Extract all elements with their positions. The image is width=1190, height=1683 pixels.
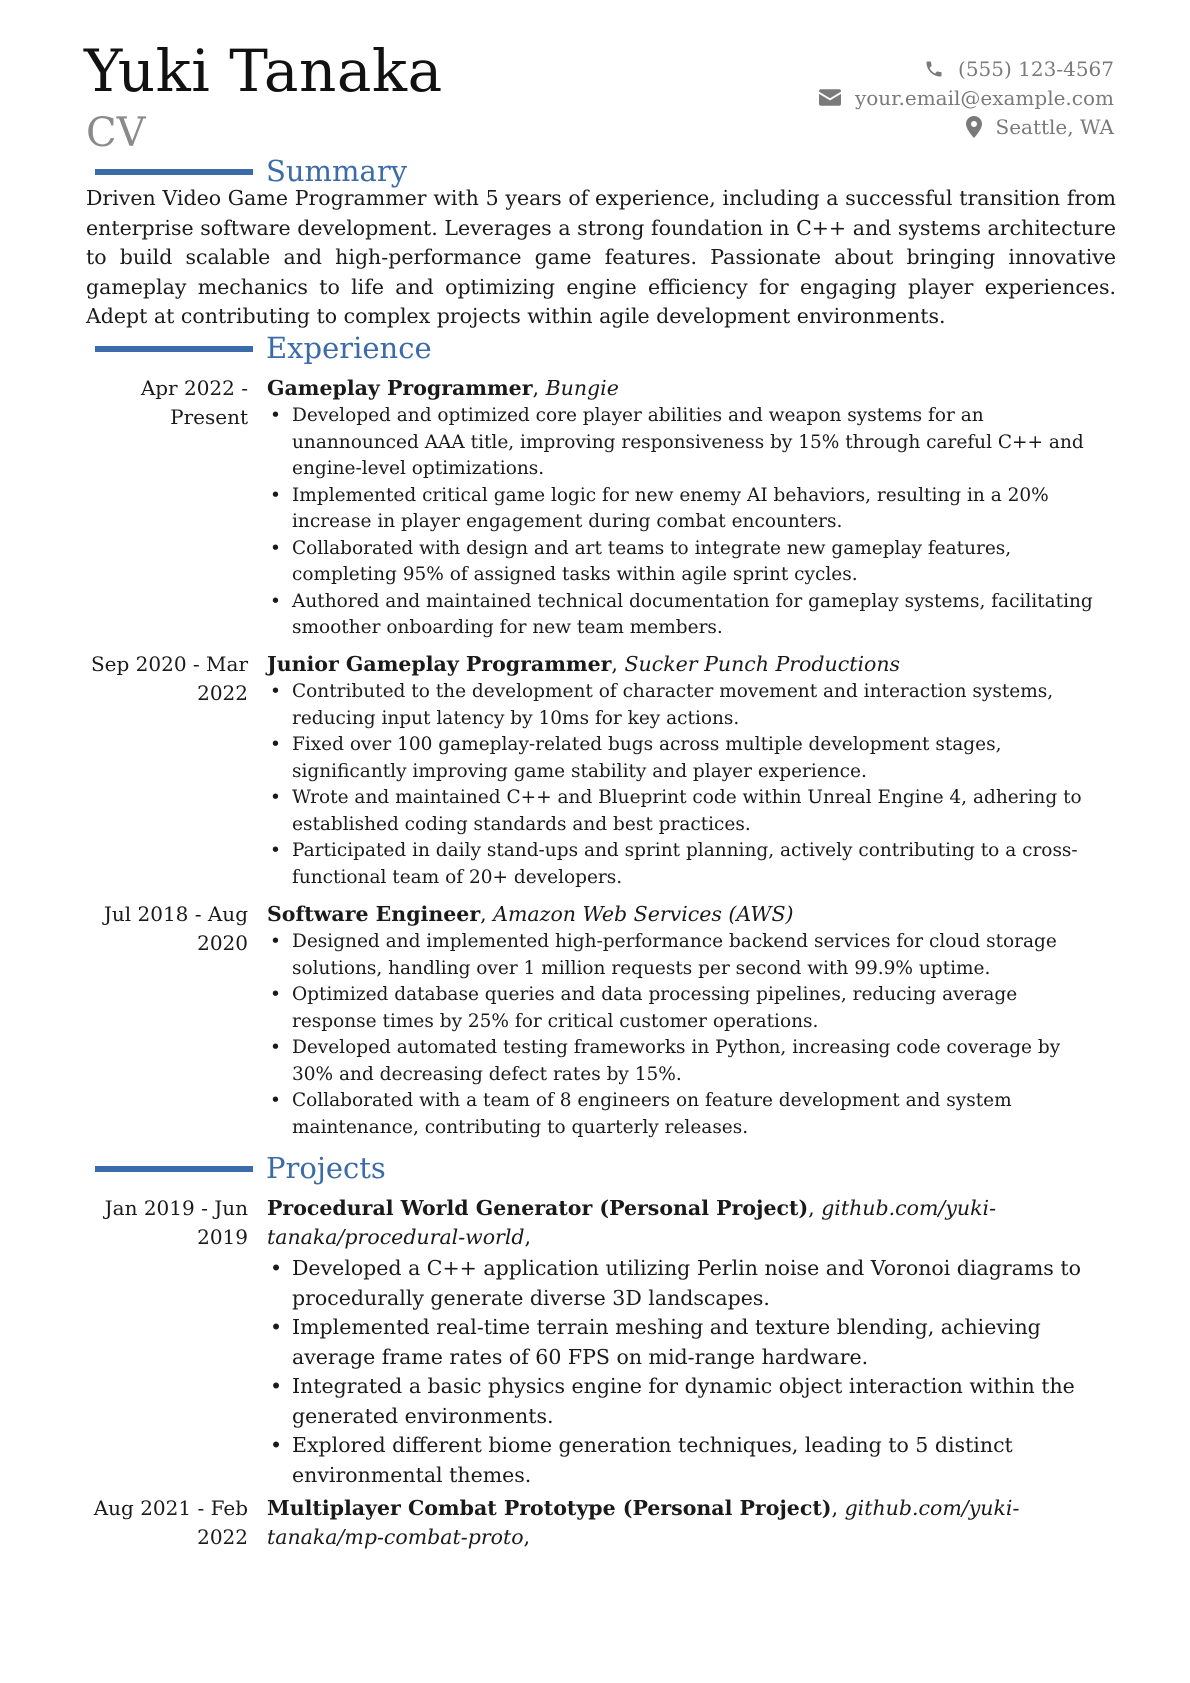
bullet-list [267, 1254, 1097, 1490]
section-title-projects: Projects [266, 1151, 386, 1185]
entry-date [80, 374, 248, 432]
bullet-item: • Developed a C++ application utilizing Perlin noise and Voronoi diagrams to procedurally generate diverse 3D landscapes. [292, 1254, 1097, 1313]
date-start: Apr 2022 - [140, 376, 248, 400]
section-rule [95, 1166, 253, 1172]
bullet-item: • Developed automated testing frameworks in Python, increasing code coverage by 30% and decreasing defect rates by 15%. [292, 1035, 1097, 1088]
entry-body [267, 1194, 1097, 1490]
entry-date [80, 650, 248, 708]
job-title: Software Engineer [267, 902, 481, 926]
date-end: 2022 [197, 1525, 248, 1549]
bullet-item: • Authored and maintained technical documentation for gameplay systems, facilitating smoother onboarding for new team members. [292, 589, 1097, 642]
project-title: Multiplayer Combat Prototype (Personal Project) [267, 1496, 832, 1520]
job-title: Gameplay Programmer [267, 376, 533, 400]
job-title: Junior Gameplay Programmer [267, 652, 612, 676]
bullet-item: • Implemented real-time terrain meshing and texture blending, achieving average frame rates of 60 FPS on mid-range hardware. [292, 1313, 1097, 1372]
date-start: Aug 2021 - Feb [93, 1496, 248, 1520]
date-start: Sep 2020 - Mar [90, 652, 248, 676]
bullet-item: • Collaborated with a team of 8 engineers on feature development and system maintenance, contributing to quarterly releases. [292, 1088, 1097, 1141]
bullet-item: • Implemented critical game logic for new enemy AI behaviors, resulting in a 20% increase in player engagement during combat encounters. [292, 483, 1097, 536]
employer: Bungie [545, 376, 619, 400]
map-marker-icon [966, 116, 982, 138]
entry-heading: Procedural World Generator (Personal Project), github.com/yuki-tanaka/procedural-world, [267, 1196, 997, 1249]
entry-body [267, 374, 1097, 642]
contact-phone [819, 54, 1114, 83]
bullet-list [267, 679, 1097, 891]
employer: Amazon Web Services (AWS) [493, 902, 794, 926]
document-type: CV [86, 110, 146, 156]
section-rule [95, 169, 253, 175]
entry-heading: Junior Gameplay Programmer, Sucker Punch Productions [267, 652, 901, 676]
date-start: Jan 2019 - Jun [104, 1196, 248, 1220]
bullet-item: • Explored different biome generation techniques, leading to 5 distinct environmental themes. [292, 1431, 1097, 1490]
email-text: your.email@example.com [854, 85, 1114, 110]
bullet-item: • Developed and optimized core player abilities and weapon systems for an unannounced AAA title, improving responsiveness by 15% through careful C++ and engine-level optimizations. [292, 403, 1097, 483]
contact-email [819, 83, 1114, 112]
entry-body [267, 900, 1097, 1141]
phone-icon [924, 59, 944, 79]
date-end: 2022 [197, 681, 248, 705]
bullet-item: • Integrated a basic physics engine for dynamic object interaction within the generated environments. [292, 1372, 1097, 1431]
phone-text: (555) 123-4567 [958, 56, 1114, 81]
envelope-icon [819, 89, 841, 106]
employer: Sucker Punch Productions [624, 652, 901, 676]
bullet-item: • Contributed to the development of character movement and interaction systems, reducing input latency by 10ms for key actions. [292, 679, 1097, 732]
location-text: Seattle, WA [995, 114, 1114, 139]
projects-section-header [95, 1151, 1095, 1185]
bullet-item: • Participated in daily stand-ups and sprint planning, actively contributing to a cross-functional team of 20+ developers. [292, 838, 1097, 891]
experience-section-header [95, 331, 1095, 365]
bullet-item: • Wrote and maintained C++ and Blueprint code within Unreal Engine 4, adhering to established coding standards and best practices. [292, 785, 1097, 838]
bullet-list [267, 929, 1097, 1141]
date-end: 2019 [197, 1225, 248, 1249]
entry-heading: Software Engineer, Amazon Web Services (AWS) [267, 902, 794, 926]
section-title-summary: Summary [266, 154, 408, 188]
entry-date [80, 1194, 248, 1252]
project-link[interactable]: github.com/yuki-tanaka/mp-combat-proto [267, 1496, 1020, 1549]
bullet-list [267, 403, 1097, 642]
bullet-item: • Designed and implemented high-performance backend services for cloud storage solutions, handling over 1 million requests per second with 99.9% uptime. [292, 929, 1097, 982]
date-end: 2020 [197, 931, 248, 955]
entry-date [80, 1494, 248, 1552]
summary-text: Driven Video Game Programmer with 5 years of experience, including a successful transition from enterprise software development. Leverages a strong foundation in C++ and systems architecture to build scalable and high-performance game features. Passionate about bringing innovative gameplay mechanics to life and optimizing engine efficiency for engaging player experiences. Adept at contributing to complex projects within agile development environments. [86, 186, 1116, 328]
contact-block [819, 54, 1114, 141]
section-title-experience: Experience [266, 331, 432, 365]
entry-date [80, 900, 248, 958]
date-end: Present [170, 405, 248, 429]
contact-location [819, 112, 1114, 141]
project-link[interactable]: github.com/yuki-tanaka/procedural-world [267, 1196, 997, 1249]
bullet-item: • Optimized database queries and data processing pipelines, reducing average response times by 25% for critical customer operations. [292, 982, 1097, 1035]
bullet-item: • Collaborated with design and art teams to integrate new gameplay features, completing 95% of assigned tasks within agile sprint cycles. [292, 536, 1097, 589]
entry-heading: Multiplayer Combat Prototype (Personal Project), github.com/yuki-tanaka/mp-combat-proto, [267, 1496, 1020, 1549]
entry-heading: Gameplay Programmer, Bungie [267, 376, 619, 400]
date-start: Jul 2018 - Aug [103, 902, 248, 926]
entry-body [267, 650, 1097, 891]
section-rule [95, 346, 253, 352]
candidate-name: Yuki Tanaka [84, 37, 443, 105]
entry-body [267, 1494, 1097, 1552]
bullet-item: • Fixed over 100 gameplay-related bugs across multiple development stages, significantly improving game stability and player experience. [292, 732, 1097, 785]
summary-section-header [95, 154, 1095, 188]
project-title: Procedural World Generator (Personal Project) [267, 1196, 809, 1220]
